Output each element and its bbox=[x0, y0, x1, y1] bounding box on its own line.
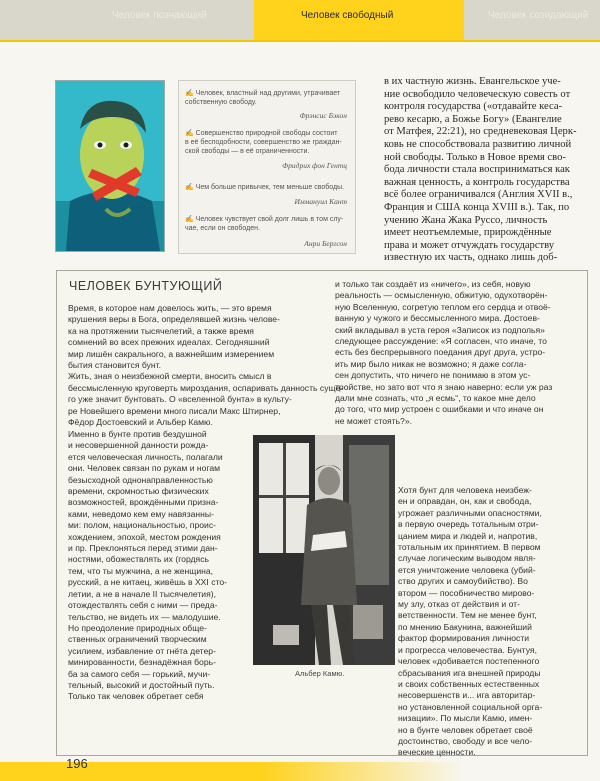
quote-author: Анри Бергсон bbox=[304, 239, 347, 248]
quote-author: Иммануил Кант bbox=[294, 197, 347, 206]
quote-icon: ✍ bbox=[185, 130, 196, 137]
top-text-column: в их частную жизнь. Евангельское уче- ние освободило человеческую совесть от контроля государства («отдавайте кеса- рево кесарю, а Божье Богу» (Евангелие от Матфея, 22:21), но средневековая Церк- ковь не способствовала развитию личной ной свободы. Только в Новое время сво- бода личности стала восприниматься как важная ценность, а контроль государства всё более ограничивался (Англия XVII в., Франция и США конца XVIII в.). Так, по учению Жана Жака Руссо, личность имеет неотъемлемые, прирождённые права и может отчуждать государству известную их часть, однако лишь доб- bbox=[384, 76, 577, 264]
quote-4: ✍ Человек чувствует свой долг лишь в том слу- чае, если он свободен. bbox=[185, 216, 344, 232]
quote-author: Фридрих фон Гентц bbox=[282, 161, 347, 170]
quotes-panel bbox=[178, 80, 356, 254]
rebel-man-box bbox=[56, 270, 588, 756]
photo-caption: Альбер Камю. bbox=[295, 669, 345, 678]
box-heading: ЧЕЛОВЕК БУНТУЮЩИЙ bbox=[69, 279, 223, 293]
tab-man-free: Человек свободный bbox=[301, 10, 394, 21]
tab-man-creating: Человек созидающий bbox=[488, 10, 589, 21]
box-right-column: Хотя бунт для человека неизбеж- ен и оправдан, он, как и свобода, угрожает различными опасностями, в первую очередь тотальным отри- цанием мира и людей и, напротив, тотальным их принятием. В первом случае логическим выводом явля- ется уничтожение человека (убий- ство других и самоубийство). Во втором — пособничество мирово- му злу, отказ от действия и от- ветственности. Тем не менее бунт, по мнению Бакунина, важнейший фактор формирования личности и прогресса человечества. Бунтуя, человек «добивается постепенного сбрасывания ига внешней природы и своих собственных естественных несовершенств и... ига авторитар- но установленной социальной орга- низации». По мысли Камю, имен- но в бунте человек обретает своё достоинство, свободу и все чело- веческие ценности. bbox=[398, 485, 543, 758]
gagged-man-photo bbox=[55, 80, 165, 252]
camus-photo bbox=[253, 435, 395, 665]
box-left-column: Именно в бунте против бездушной и несовершенной данности рожда- ется человеческая личность, полагали они. Человек связан по рукам и ногам безысходной однонаправленностью времени, скромностью физических возможностей, врождёнными призна- ками, неведомо кем ему навязанны- ми: полом, национальностью, проис- хождением, эпохой, местом рождения и пр. Преклоняться перед этими дан- ностями, обожествлять их (гордясь тем, что ты мужчина, а не женщина, русский, а не китаец, живёшь в XXI сто- летии, а не в начале II тысячелетия), отождествлять себя с ними — преда- тельство, не видеть их — малодушие. Но преодоление природных обще- ственных ограничений творческим усилием, избавление от гнёта детер- минированности, безнадёжная борь- ба за самого себя — горький, мучи- тельный, высокий и достойный путь. Только так человек обретает себя bbox=[68, 429, 227, 702]
quote-icon: ✍ bbox=[185, 216, 196, 223]
quote-2: ✍ Совершенство природной свободы состоит в её бесподобности, совершенство же граждан- ской свободы — в её ограниченности. bbox=[185, 130, 342, 155]
box-intro-text: Время, в которое нам довелось жить, — это время крушения веры в Бога, определявшей жизнь челове- ка на протяжении тысячелетий, а также время сомнений во всех прежних идеалах. Сегодняшний мир лишён сакрального, а важнейшим измерением бытия становится бунт. Жить, зная о неизбежной смерти, вносить смысл в бессмысленную круговерть мироздания, оспаривать данность суще- го уже значит бунтовать. О «вселенной бунта» в культу- ре Новейшего времени много писали Макс Штирнер, Фёдор Достоевский и Альбер Камю. bbox=[68, 303, 344, 428]
tab-man-knowing: Человек познающий bbox=[112, 10, 207, 21]
header-divider bbox=[0, 40, 600, 42]
page-number: 196 bbox=[66, 756, 88, 771]
quote-author: Фрэнсис Бэкон bbox=[299, 111, 347, 120]
quote-icon: ✍ bbox=[185, 90, 196, 97]
footer-fade bbox=[260, 762, 600, 781]
quote-icon: ✍ bbox=[185, 184, 196, 191]
box-right-top-text: и только так создаёт из «ничего», из себя, новую реальность — осмысленную, обжитую, одухотворён- ную Вселенную, согретую теплом его сердца и отвоё- ванную у чужого и бессмысленного мира. Достоев- ский вкладывал в уста героя «Записок из подполья» следующее рассуждение: «Я согласен, что иначе, то есть без беспрерывного поедания друг друга, устро- ить мир было никак не возможно; я даже согла- сен допустить, что ничего не понимаю в этом ус- тройстве, но зато вот что я знаю наверно: если уж раз дали мне сознать, что „я есмь“, то какое мне дело до того, что мир устроен с ошибками и что иначе он не может стоять?». bbox=[335, 279, 553, 426]
quote-3: ✍ Чем больше привычек, тем меньше свободы. bbox=[185, 184, 345, 191]
quote-1: ✍ Человек, властный над другими, утрачивает собственную свободу. bbox=[185, 90, 341, 106]
